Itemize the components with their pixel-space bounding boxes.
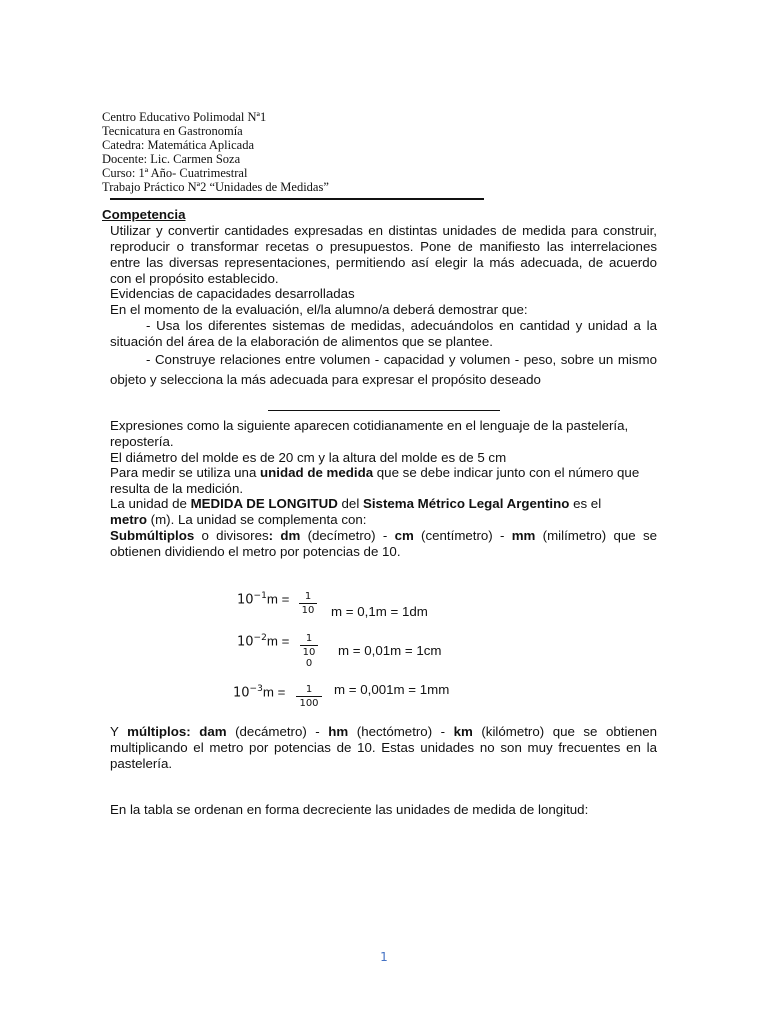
submultiplos-paragraph: Submúltiplos o divisores: dm (decímetro) - cm (centímetro) - mm (milímetro) que se obtienen dividiendo el metro por potencias de 10. [110, 528, 657, 559]
header-line-year: Curso: 1ª Año- Cuatrimestral [102, 166, 248, 180]
header-line-program: Tecnicatura en Gastronomía [102, 124, 243, 138]
evidence-item-1: - Usa los diferentes sistemas de medidas, adecuándolos en cantidad y unidad a la situación del área de la elaboración de alimentos que se plantee. [110, 318, 657, 349]
metro-line: metro (m). La unidad se complementa con: [110, 512, 367, 527]
unidad-medida-paragraph: Para medir se utiliza una unidad de medida que se debe indicar junto con el número que resulta de la medición. [110, 465, 640, 496]
evaluacion-line: En el momento de la evaluación, el/la alumno/a deberá demostrar que: [110, 302, 528, 317]
header-line-teacher: Docente: Lic. Carmen Soza [102, 152, 241, 166]
equation-2-fraction: 1 100 [300, 633, 318, 669]
equation-3-fraction: 1 100 [296, 684, 322, 709]
document-header [102, 110, 329, 194]
equation-2-lhs: $10^{-2}m$ = [237, 633, 290, 650]
equation-3-lhs: $10^{-3}m$ = [233, 684, 286, 701]
equation-2-result: m = 0,01m = 1cm [338, 643, 442, 658]
header-line-course: Catedra: Matemática Aplicada [102, 138, 255, 152]
evidencias-line: Evidencias de capacidades desarrolladas [110, 286, 355, 301]
multiplos-paragraph: Y múltiplos: dam (decámetro) - hm (hectómetro) - km (kilómetro) que se obtienen multiplicando el metro por potencias de 10. Estas unidades no son muy frecuentes en la pastelería. [110, 724, 657, 771]
equation-1-lhs: $10^{-1}m$ = [237, 591, 290, 608]
page-number: 1 [380, 950, 388, 964]
section-divider [268, 410, 500, 411]
section-title-competencia: Competencia [102, 207, 186, 222]
equation-1-fraction: 1 10 [299, 591, 317, 616]
header-line-assignment: Trabajo Práctico Nª2 “Unidades de Medidas” [102, 180, 329, 194]
medida-longitud-line: La unidad de MEDIDA DE LONGITUD del Sistema Métrico Legal Argentino es el [110, 496, 602, 511]
header-line-school: Centro Educativo Polimodal Nª1 [102, 110, 267, 124]
table-intro-line: En la tabla se ordenan en forma decreciente las unidades de medida de longitud: [110, 802, 589, 817]
equation-1-result: m = 0,1m = 1dm [331, 604, 428, 619]
intro-paragraph: Expresiones como la siguiente aparecen cotidianamente en el lenguaje de la pastelería, repostería. [110, 418, 629, 449]
example-line: El diámetro del molde es de 20 cm y la altura del molde es de 5 cm [110, 450, 507, 465]
competencia-paragraph: Utilizar y convertir cantidades expresadas en distintas unidades de medida para construir, reproducir o transformar recetas o presupuestos. Pone de manifiesto las interrelaciones entre las diversas representaciones, permitiendo así elegir la más adecuada, de acuerdo con el propósito establecido. [110, 223, 657, 286]
evidence-item-2: - Construye relaciones entre volumen - capacidad y volumen - peso, sobre un mismo objeto y selecciona la más adecuada para expresar el propósito deseado [110, 352, 657, 387]
header-divider [110, 198, 484, 200]
equation-3-result: m = 0,001m = 1mm [334, 682, 450, 697]
